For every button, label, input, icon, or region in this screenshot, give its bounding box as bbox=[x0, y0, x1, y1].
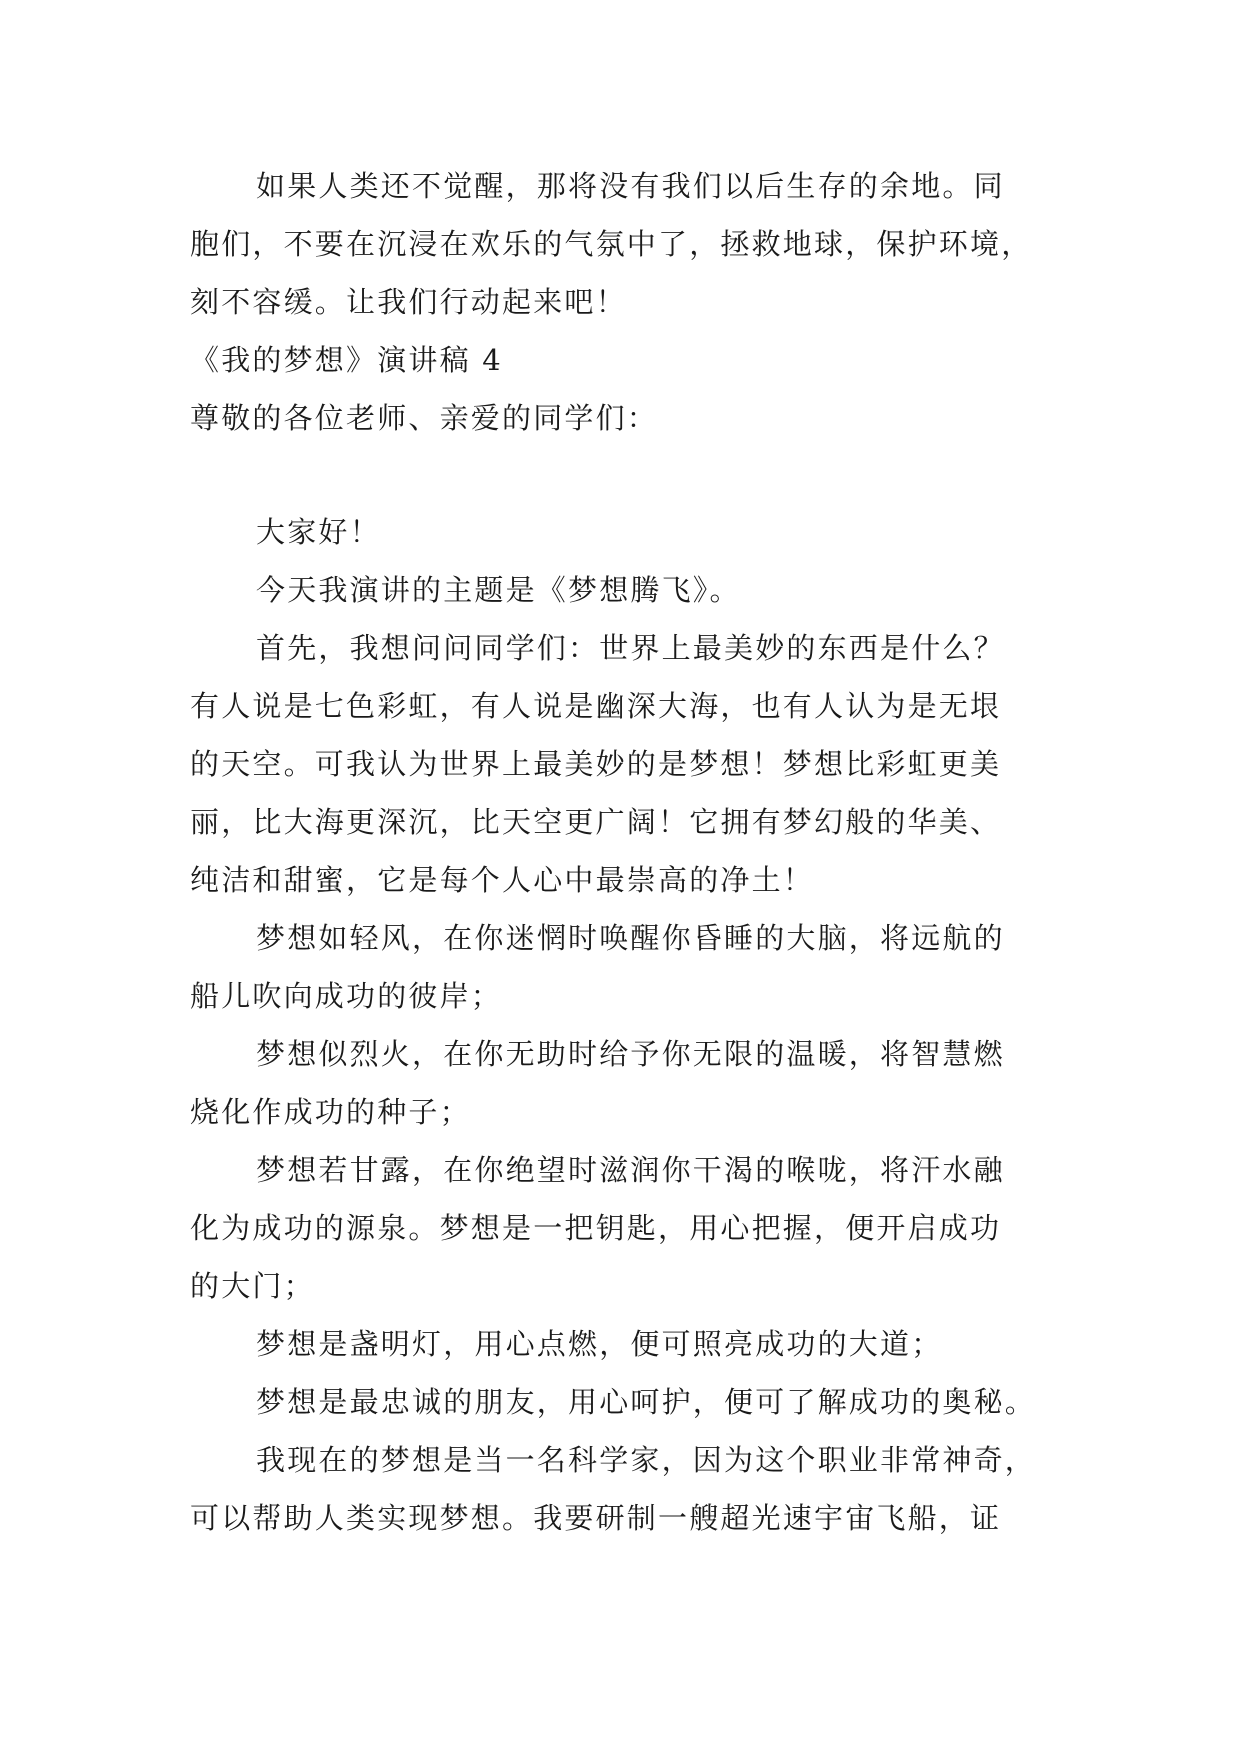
paragraph-line: 如果人类还不觉醒，那将没有我们以后生存的余地。同 bbox=[256, 169, 1005, 203]
paragraph-line: 纯洁和甜蜜，它是每个人心中最崇高的净土！ bbox=[190, 863, 815, 897]
paragraph-line: 今天我演讲的主题是《梦想腾飞》。 bbox=[256, 573, 741, 607]
paragraph-line: 的大门； bbox=[190, 1269, 315, 1303]
paragraph-line: 的天空。可我认为世界上最美妙的是梦想！梦想比彩虹更美 bbox=[190, 747, 1002, 781]
paragraph-line: 梦想若甘露，在你绝望时滋润你干渴的喉咙，将汗水融 bbox=[256, 1153, 1005, 1187]
paragraph-line: 丽，比大海更深沉，比天空更广阔！它拥有梦幻般的华美、 bbox=[190, 805, 1002, 839]
section-heading: 《我的梦想》演讲稿 4 bbox=[190, 343, 503, 377]
paragraph-line: 首先，我想问问同学们：世界上最美妙的东西是什么？ bbox=[256, 631, 1005, 665]
paragraph-line: 梦想似烈火，在你无助时给予你无限的温暖，将智慧燃 bbox=[256, 1037, 1005, 1071]
paragraph-line: 可以帮助人类实现梦想。我要研制一艘超光速宇宙飞船，证 bbox=[190, 1501, 1002, 1535]
paragraph-line: 有人说是七色彩虹，有人说是幽深大海，也有人认为是无垠 bbox=[190, 689, 1002, 723]
paragraph-line: 梦想是盏明灯，用心点燃，便可照亮成功的大道； bbox=[256, 1327, 943, 1361]
paragraph-line: 烧化作成功的种子； bbox=[190, 1095, 471, 1129]
paragraph-line: 梦想如轻风，在你迷惘时唤醒你昏睡的大脑，将远航的 bbox=[256, 921, 1005, 955]
greeting-line: 大家好！ bbox=[256, 515, 381, 549]
salutation-line: 尊敬的各位老师、亲爱的同学们： bbox=[190, 401, 659, 435]
paragraph-line: 胞们，不要在沉浸在欢乐的气氛中了，拯救地球，保护环境， bbox=[190, 227, 1033, 261]
paragraph-line: 梦想是最忠诚的朋友，用心呵护，便可了解成功的奥秘。 bbox=[256, 1385, 1037, 1419]
paragraph-line: 化为成功的源泉。梦想是一把钥匙，用心把握，便开启成功 bbox=[190, 1211, 1002, 1245]
paragraph-line: 刻不容缓。让我们行动起来吧！ bbox=[190, 285, 627, 319]
paragraph-line: 船儿吹向成功的彼岸； bbox=[190, 979, 503, 1013]
paragraph-line: 我现在的梦想是当一名科学家，因为这个职业非常神奇， bbox=[256, 1443, 1037, 1477]
